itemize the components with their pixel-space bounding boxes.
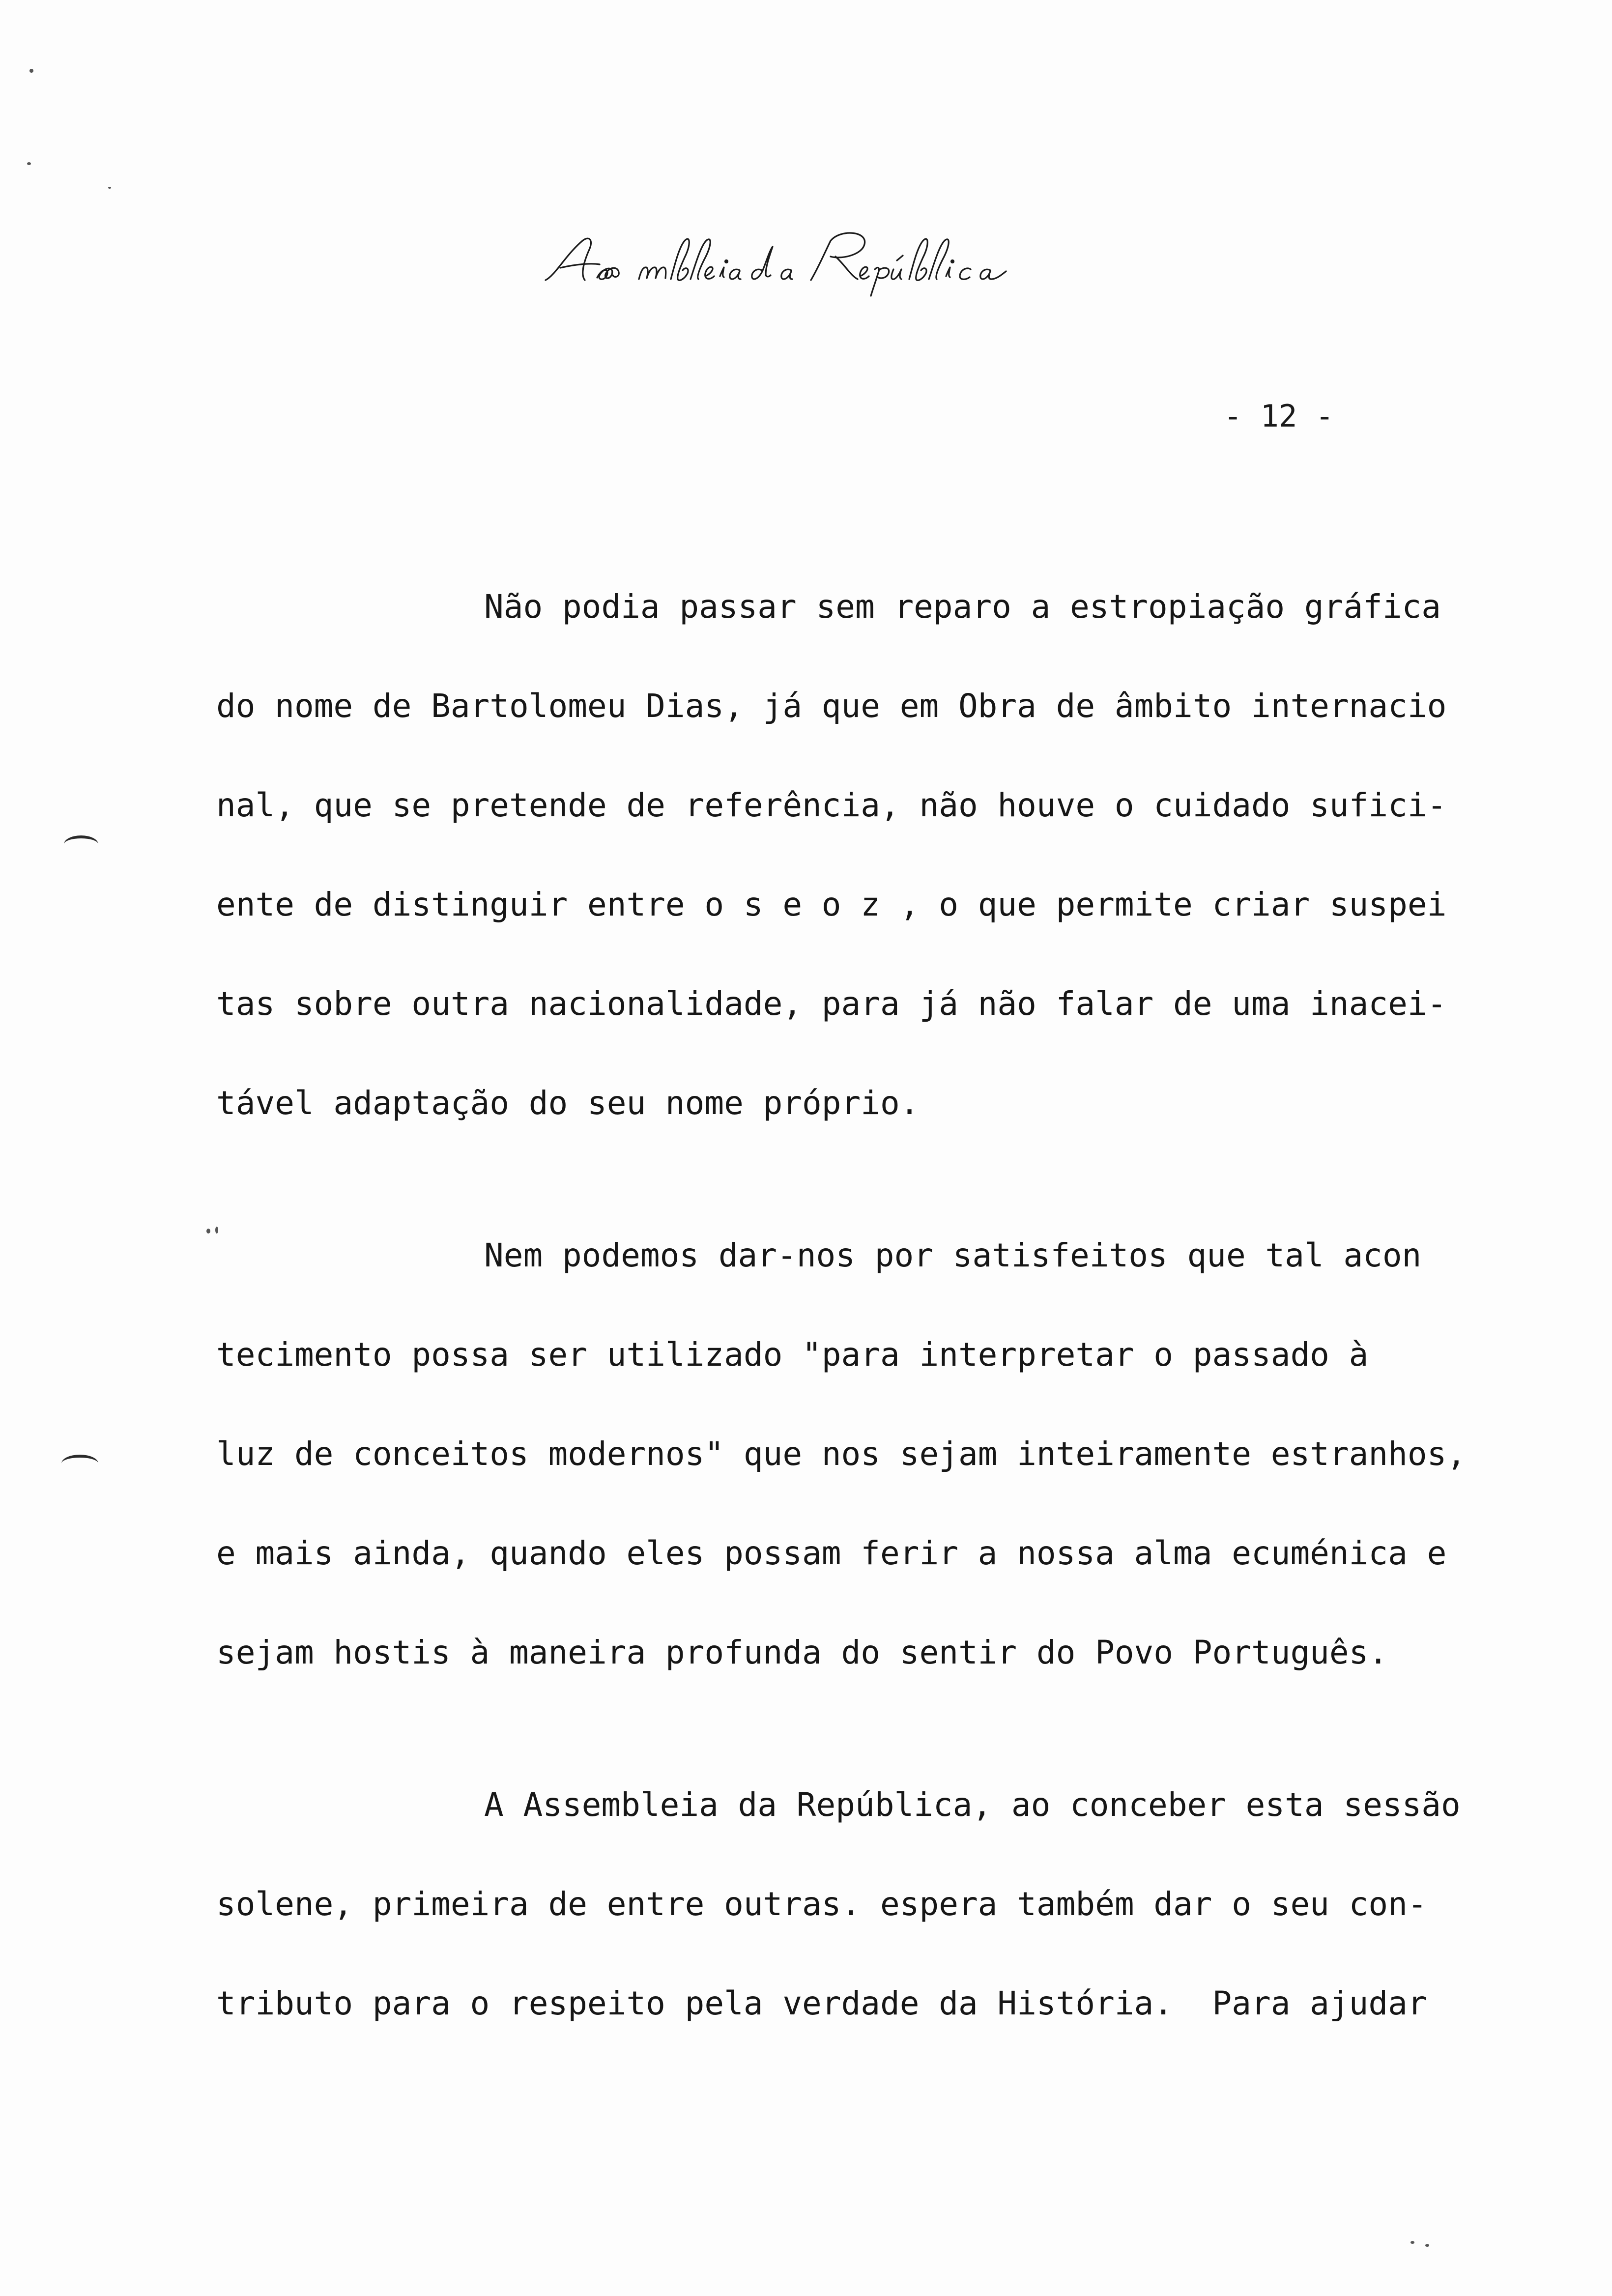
- scan-speck: [29, 69, 33, 73]
- paragraph-1: [216, 587, 1455, 1183]
- text-line: e mais ainda, quando eles possam ferir a nossa alma ecuménica e: [216, 1534, 1447, 1572]
- page-number: - 12 -: [1224, 398, 1334, 434]
- letterhead-script-image: [536, 221, 1027, 300]
- text-line: ente de distinguir entre o s e o z , o que permite criar suspei: [216, 886, 1447, 923]
- margin-mark: [64, 835, 98, 853]
- margin-mark: [61, 1455, 98, 1472]
- text-line: sejam hostis à maneira profunda do sentir do Povo Português.: [216, 1634, 1388, 1671]
- paragraph-gap: [216, 1183, 1455, 1236]
- text-line: solene, primeira de entre outras. espera também dar o seu con-: [216, 1885, 1427, 1923]
- text-line: nal, que se pretende de referência, não houve o cuidado sufici-: [216, 786, 1447, 824]
- scan-speck: [1425, 2244, 1429, 2247]
- scan-speck: [206, 1229, 210, 1234]
- paragraph-2: [216, 1236, 1467, 1732]
- text-line: do nome de Bartolomeu Dias, já que em Obra de âmbito internacio: [216, 687, 1447, 725]
- document-body: [216, 587, 1467, 2083]
- text-line: tecimento possa ser utilizado "para interpretar o passado à: [216, 1336, 1369, 1374]
- scan-speck: [108, 187, 111, 189]
- paragraph-3: [216, 1785, 1461, 2083]
- scan-speck: [27, 162, 31, 165]
- text-line: tas sobre outra nacionalidade, para já não falar de uma inacei-: [216, 985, 1447, 1023]
- paragraph-gap: [216, 1732, 1455, 1785]
- text-line: Não podia passar sem reparo a estropiação gráfica: [484, 588, 1441, 626]
- text-line: A Assembleia da República, ao conceber esta sessão: [484, 1786, 1461, 1824]
- scan-speck: [1410, 2241, 1414, 2244]
- letterhead-logo: [536, 221, 1027, 300]
- text-line: Nem podemos dar-nos por satisfeitos que tal acon: [484, 1236, 1422, 1274]
- text-line: tributo para o respeito pela verdade da História. Para ajudar: [216, 1984, 1427, 2022]
- scan-speck: [215, 1227, 218, 1234]
- text-line: tável adaptação do seu nome próprio.: [216, 1084, 920, 1122]
- text-line: luz de conceitos modernos" que nos sejam inteiramente estranhos,: [216, 1435, 1467, 1473]
